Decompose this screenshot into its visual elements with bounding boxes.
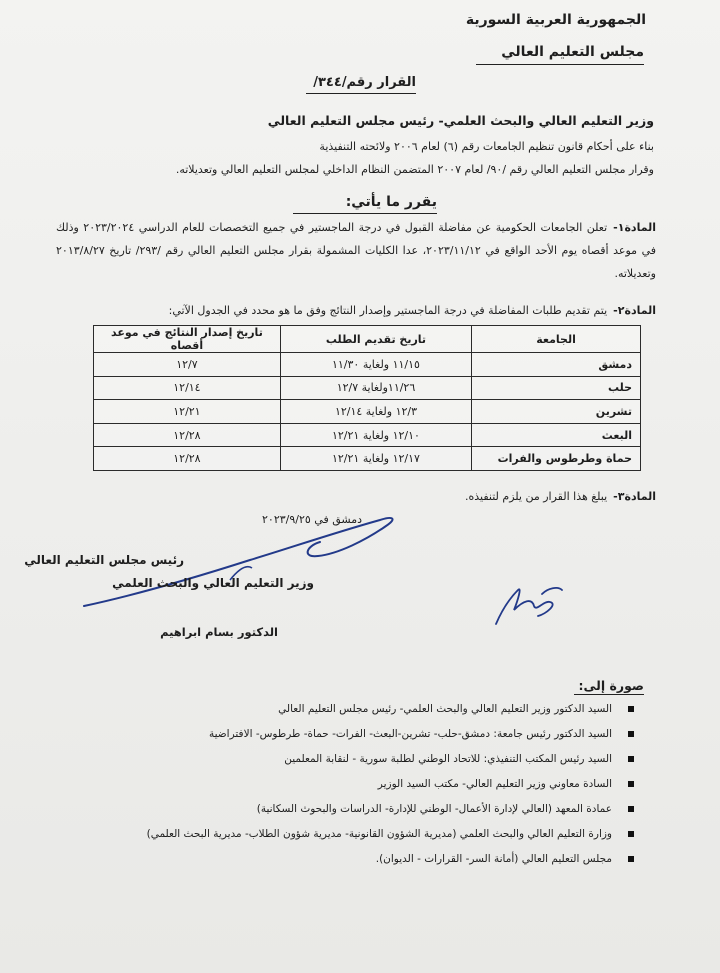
decision-title-underline <box>306 93 416 94</box>
copy-to-label: صورة إلى: <box>578 678 644 693</box>
list-item: مجلس التعليم العالي (أمانة السر- القرارات - الديوان). <box>74 847 634 872</box>
results-date-cell: ١٢/٢٨ <box>94 423 281 447</box>
article-3 <box>465 490 656 503</box>
university-cell: تشرين <box>472 400 641 424</box>
article-2-text: يتم تقديم طلبات المفاضلة في درجة الماجستير وإصدار النتائج وفق ما هو محدد في الجدول الآتي: <box>168 304 608 317</box>
article-1-text: تعلن الجامعات الحكومية عن مفاضلة القبول في درجة الماجستير في جميع التخصصات للعام الدراسي ٢٠٢٣/٢٠٢٤ وذلك في موعد أقصاه يوم الأحد الواقع في ٢٠٢٣/١١/١٢، عدا الكليات المشمولة بقرار مجلس التعليم العالي رقم /٢٩٣/ تاريخ ٢٠١٣/٨/٢٧ وتعديلاته. <box>56 221 656 280</box>
table-row <box>94 447 641 471</box>
schedule-table <box>93 325 641 471</box>
signature-title-1: رئيس مجلس التعليم العالي <box>24 553 184 567</box>
table-row <box>94 353 641 377</box>
decides-underline <box>293 213 437 214</box>
article-1 <box>56 216 656 285</box>
bullet-icon <box>628 831 634 837</box>
bullet-icon <box>628 731 634 737</box>
bullet-icon <box>628 856 634 862</box>
table-row <box>94 423 641 447</box>
article-2-label: المادة٢- <box>613 304 656 317</box>
university-cell: دمشق <box>472 353 641 377</box>
list-item: السيد الدكتور وزير التعليم العالي والبحث العلمي- رئيس مجلس التعليم العالي <box>74 697 634 722</box>
basis-line-2: وقرار مجلس التعليم العالي رقم /٩٠/ لعام ٢٠٠٧ المتضمن النظام الداخلي لمجلس التعليم العالي وتعديلاته. <box>175 163 654 176</box>
distribution-list <box>74 697 634 872</box>
university-cell: البعث <box>472 423 641 447</box>
application-date-cell: ١١/١٥ ولغاية ١١/٣٠ <box>280 353 471 377</box>
article-3-text: يبلغ هذا القرار من يلزم لتنفيذه. <box>464 490 608 503</box>
results-date-cell: ١٢/١٤ <box>94 376 281 400</box>
copy-to-underline <box>574 694 644 695</box>
table-header-row <box>94 326 641 353</box>
minister-line: وزير التعليم العالي والبحث العلمي- رئيس مجلس التعليم العالي <box>267 113 654 128</box>
article-3-label: المادة٣- <box>613 490 656 503</box>
list-item: السيد الدكتور رئيس جامعة: دمشق-حلب- تشرين-البعث- الفرات- حماة- طرطوس- الافتراضية <box>74 722 634 747</box>
results-date-cell: ١٢/٢١ <box>94 400 281 424</box>
application-date-cell: ١٢/١٧ ولغاية ١٢/٢١ <box>280 447 471 471</box>
university-cell: حلب <box>472 376 641 400</box>
place-date: دمشق في ٢٠٢٣/٩/٢٥ <box>262 513 362 526</box>
results-date-cell: ١٢/٢٨ <box>94 447 281 471</box>
header-application-date: تاريخ تقديم الطلب <box>280 326 471 353</box>
signature-name: الدكتور بسام ابراهيم <box>160 625 278 639</box>
list-item: عمادة المعهد (العالي لإدارة الأعمال- الوطني للإدارة- الدراسات والبحوث السكانية) <box>74 797 634 822</box>
list-item: وزارة التعليم العالي والبحث العلمي (مديرية الشؤون القانونية- مديرية شؤون الطلاب- مديرية البحث العلمي) <box>74 822 634 847</box>
list-item: السادة معاوني وزير التعليم العالي- مكتب السيد الوزير <box>74 772 634 797</box>
decides-heading: يقرر ما يأتي: <box>345 194 437 210</box>
header-university: الجامعة <box>472 326 641 353</box>
university-cell: حماة وطرطوس والفرات <box>472 447 641 471</box>
results-date-cell: ١٢/٧ <box>94 353 281 377</box>
article-2 <box>56 299 656 322</box>
decision-title: القرار رقم/٣٤٤/ <box>313 75 416 90</box>
application-date-cell: ١٢/٣ ولغاية ١٢/١٤ <box>280 400 471 424</box>
header-results-date: تاريخ إصدار النتائج في موعد أقصاه <box>94 326 281 353</box>
table-row <box>94 376 641 400</box>
handwritten-signature <box>488 580 568 630</box>
header-underline <box>476 64 644 65</box>
header-country: الجمهورية العربية السورية <box>465 12 646 28</box>
article-1-label: المادة١- <box>613 221 656 234</box>
table-row <box>94 400 641 424</box>
list-item: السيد رئيس المكتب التنفيذي: للاتحاد الوطني لطلبة سورية - لنقابة المعلمين <box>74 747 634 772</box>
application-date-cell: ١١/٢٦ولغاية ١٢/٧ <box>280 376 471 400</box>
bullet-icon <box>628 756 634 762</box>
application-date-cell: ١٢/١٠ ولغاية ١٢/٢١ <box>280 423 471 447</box>
bullet-icon <box>628 706 634 712</box>
header-council: مجلس التعليم العالي <box>501 44 644 60</box>
bullet-icon <box>628 806 634 812</box>
bullet-icon <box>628 781 634 787</box>
basis-line-1: بناء على أحكام قانون تنظيم الجامعات رقم (٦) لعام ٢٠٠٦ ولائحته التنفيذية <box>319 140 654 153</box>
signature-title-2: وزير التعليم العالي والبحث العلمي <box>112 576 314 590</box>
